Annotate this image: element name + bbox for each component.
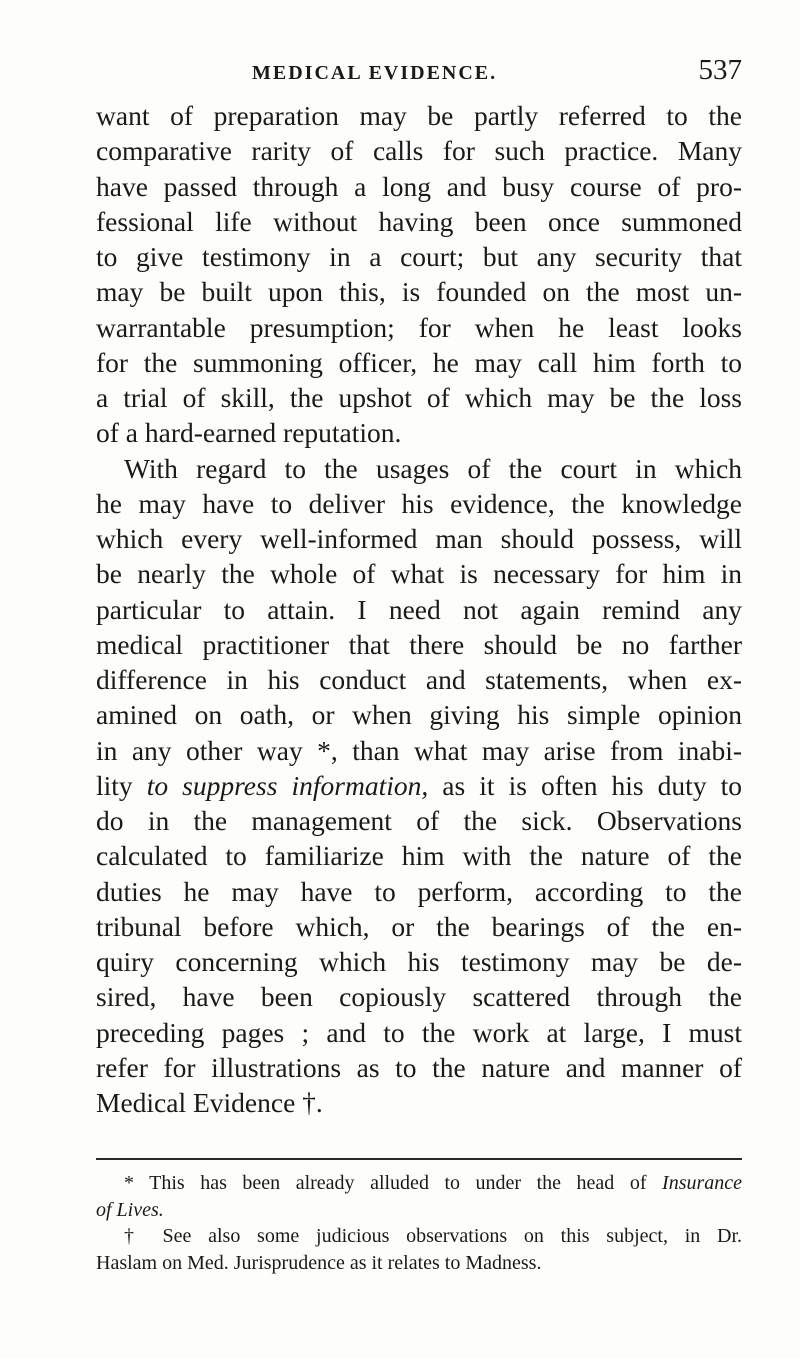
- text-line: fessional life without having been once summoned: [96, 205, 742, 237]
- text-line: sired, have been copiously scattered through the: [96, 981, 742, 1013]
- text-line: in any other way *, than what may arise from inabi-: [96, 734, 742, 766]
- text-line: calculated to familiarize him with the nature of the: [96, 840, 742, 872]
- text-line: have passed through a long and busy course of pro-: [96, 170, 742, 202]
- text-line: medical practitioner that there should be no farther: [96, 628, 742, 660]
- text-line: for the summoning officer, he may call him forth to: [96, 346, 742, 378]
- text-line: comparative rarity of calls for such practice. Many: [96, 135, 742, 167]
- footnote-text: * This has been already alluded to under the head of: [124, 1172, 647, 1194]
- text-fragment: as it is often his duty to: [442, 769, 743, 801]
- text-line: tribunal before which, or the bearings of the en-: [96, 910, 742, 942]
- footnote-line: Haslam on Med. Jurisprudence as it relates to Madness.: [96, 1251, 542, 1274]
- footnote-line: [96, 1170, 742, 1197]
- text-line: may be built upon this, is founded on the most un-: [96, 276, 742, 308]
- text-line: refer for illustrations as to the nature and manner of: [96, 1051, 742, 1083]
- footnote-line: [96, 1197, 742, 1224]
- text-line: do in the management of the sick. Observations: [96, 805, 742, 836]
- text-line: of a hard-earned reputation.: [96, 417, 402, 449]
- text-line: he may have to deliver his evidence, the knowledge: [96, 487, 742, 519]
- text-line: want of preparation may be partly referred to the: [96, 100, 742, 131]
- text-line: be nearly the whole of what is necessary for him in: [96, 558, 742, 590]
- italic-phrase: to suppress information,: [146, 769, 429, 801]
- text-line: warrantable presumption; for when he least looks: [96, 311, 742, 343]
- text-line: preceding pages ; and to the work at large, I must: [96, 1016, 742, 1048]
- text-line: difference in his conduct and statements, when ex-: [96, 664, 742, 695]
- text-line: [96, 768, 742, 803]
- text-fragment: lity: [96, 769, 133, 801]
- text-line: quiry concerning which his testimony may be de-: [96, 946, 742, 977]
- text-line: a trial of skill, the upshot of which may be the loss: [96, 382, 742, 413]
- body-text: [96, 98, 742, 1120]
- footnote-line: † See also some judicious observations on this subject, in Dr.: [124, 1225, 742, 1247]
- footnote-italic: of Lives.: [96, 1198, 164, 1221]
- text-line: duties he may have to perform, according to the: [96, 875, 742, 907]
- footnotes: [96, 1170, 742, 1276]
- text-line: amined on oath, or when giving his simple opinion: [96, 699, 742, 731]
- text-line: particular to attain. I need not again remind any: [96, 593, 742, 625]
- page-header: [96, 54, 742, 94]
- text-line: to give testimony in a court; but any security that: [96, 241, 742, 272]
- text-line: which every well-informed man should possess, will: [96, 523, 742, 554]
- text-line: With regard to the usages of the court in which: [124, 452, 742, 484]
- page-number: 537: [698, 54, 742, 86]
- footnote-italic: Insurance: [662, 1172, 743, 1194]
- text-line: Medical Evidence †.: [96, 1087, 323, 1118]
- footnote-divider: [96, 1158, 742, 1160]
- running-head: MEDICAL EVIDENCE.: [252, 62, 498, 84]
